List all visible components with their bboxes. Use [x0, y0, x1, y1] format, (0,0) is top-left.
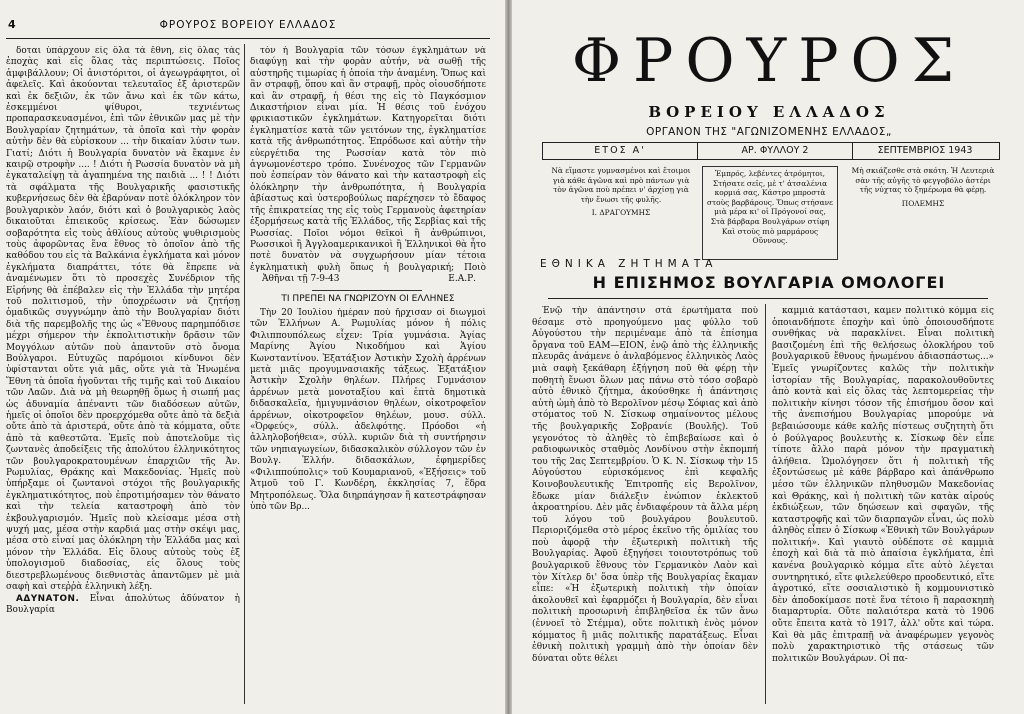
- masthead-title: ΦΡΟΥΡΟΣ: [571, 26, 967, 96]
- page-number: 4: [8, 18, 16, 31]
- running-title: ΦΡΟΥΡΟΣ ΒΟΡΕΙΟΥ ΕΛΛΑΔΟΣ: [159, 19, 337, 31]
- right-page: [512, 0, 1024, 714]
- left-column-1-article: [6, 46, 240, 706]
- column-divider: [244, 44, 245, 704]
- sub-article-title: ΤΙ ΠΡΕΠΕΙ ΝΑ ΓΝΩΡΙΖΟΥΝ ΟΙ ΕΛΛΗΝΕΣ: [281, 294, 455, 304]
- quote-middle-text: Ἐμπρός, λεβέντες ἀτρόμητοι, Στήσατε σεῖς, μὲ τ' ἀτσαλένια κορμιά σας, Κάστρο μπροστὰ στοὺς βαρβάρους. Ὅπως στήσανε μιὰ μέρα κι' οἱ Πρόγονοί σας, Στὰ βάρβαρα Βουλγάρων στίφη Καὶ στοὺς πιὸ μαρμάρους Οὕννους.: [707, 169, 833, 246]
- article-author: Ε.Α.Ρ.: [448, 274, 476, 284]
- left-column-1-text: δοται ὑπάρχουν εἰς ὅλα τὰ ἔθνη, εἰς ὅλας τὰς ἐποχὰς καὶ εἰς ὅλας τὰς περιπτώσεις. Ποῖος ἀμφιβάλλουν; Οἱ ἀνιστόριτοι, οἱ ἀγεωγράφητοι, οἱ ἀφελεῖς. Καὶ ἀκούονται τελευταῖος ἐξ ἀριστερῶν καὶ ἐκ δεξιῶν, ἐκ τῶν ἄνω καὶ ἐκ τῶν κάτω, ἐσκεμμένοι ψίθυροι, τεχνιέντως προπαρασκευασμένοι, ἐπὶ τῶν ἐθνικῶν μας μὲ τὴν Βουλγαρίαν ζητημάτων, τὰ ὁποῖα καὶ τὴν φορὰν αὐτὴν δὲν θὰ εὑρίσκουν ... τὴν δικαίαν λύσιν των. Γιατί; Διότι ἡ Βουλγαρία δυνατὸν νὰ ἔκαμνε ἐν καιρῷ στροφὴν .... ! Διότι ἡ Ρωσσία δυνατὸν νὰ μὴ ἐγκαταλείψῃ τὰ ἀγαπημένα της παιδιὰ ... ! ! Διότι τὰ σφάλματα τῆς Βουλγαρικῆς φασιστικῆς κυβερνήσεως δὲν θὰ ἐβαρύναν ποτὲ ὁλόκληρον τὸν βουλγαρικὸν λαόν, διότι καὶ ὁ βουλγαρικὸς λαὸς δικαιοῦται ἐπιεικοῦς κρίσεως. Ἐὰν δώσωμεν σοβαρότητα εἰς τοὺς ἀθλίους αὐτοὺς ψυθιρισμοὺς τοὺς ἀφορῶντας ἕνα ἔθνος τὸ ὁποῖον ἀπὸ τῆς καθόδου του εἰς τὰ Βαλκάνια ἐγκλήματα καὶ μόνον ἐγκλήματα διαπράττει, τότε θὰ ἔπρεπε νὰ ἀναμένωμεν ὅτι τὸ προσεχὲς Συνέδριον τῆς Εἰρήνης θὰ ἐπέβαλεν εἰς τὴν Ἑλλάδα τὴν μητέρα τοῦ πολιτισμοῦ, τὴν ὑποχρέωσιν νὰ ζητήσῃ ὁμαδικῶς συγγνώμην ἀπὸ τὴν Βουλγαρίαν διότι διὰ τῆς παρεμβολῆς της ὡς «Ἔθνους παρημπόδισε μέχρι σήμερον τὴν ἐκπολιτιστικὴν δρᾶσιν τῶν Μογγόλων αὐτῶν ποὺ ἀπαντοῦν στὸ ὄνομα Βούλγαροι. Εὐτυχῶς παρόμοιοι κίνδυνοι δὲν ὑφίστανται οὔτε γιὰ μᾶς, οὔτε γιὰ τὰ Ἡνωμένα Ἔθνη τὰ ὁποῖα ἠγοῦνται τῆς τιμῆς καὶ τοῦ Δικαίου τῶν Λαῶν. Διὰ νὰ μὴ θεωρηθῇ ὅμως ἡ σιωπή μας ὡς ἀδυναμία ἀπέναντι τῶν διαδόσεων αὐτῶν, ἡμεῖς οἱ ὁποῖοι δὲν προερχόμεθα οὔτε ἀπὸ τὰ δεξιὰ οὔτε ἀπὸ τὰ ἀριστερά, οὔτε ἀπὸ τὰ κόμματα, οὔτε ἀπὸ τὰ καθεστῶτα. Ἐμεῖς ποὺ ἀποτελοῦμε τὶς ζωντανὲς ἀποδείξεις τῆς ἀπολύτου ἐλληνικότητος τῶν βουλγαροκρατουμένων ἐπαρχιῶν τῆς Ἀν. Ρωμυλίας, Θράκης καὶ Μακεδονίας. Ἡμεῖς ποὺ ὑπήρξαμε οἱ ζωντανοὶ στόχοι τῆς βουλγαρικῆς ἐγκληματικότητος, ποὺ ἐπροτιμήσαμεν τὸν θάνατο καὶ τὴν τελεία καταστροφὴ ἀπὸ τὸν ἐκβουλγαρισμόν. Ἡμεῖς ποὺ κλείσαμε μέσα στὴ ψυχή μας, μέσα στὴν καρδιά μας στὴν σκέψι μας, μέσα στὸ εἶναί μας ὁλόκληρη τὴν Ἑλλάδα μας καὶ μόνον τὴν Ἑλλάδα. Εἰς ὅλους αὐτοὺς τοὺς ἐξ ὑπολογισμοῦ διαδοσίας, εἰς ὅλους τοὺς διεστρεβλωμένους διεθνιστὰς ἀπαντῶμεν μὲ μιὰ σαφὴ καὶ στεῤῥὰ ἑλληνικὴ λέξη.: [6, 46, 240, 593]
- left-page: [0, 0, 505, 714]
- quote-right-text: Μὴ σκιάζεσθε στὰ σκότη. Ἡ Λευτεριὰ σὰν τῆς αὐγῆς τὸ φεγγοβόλο ἀστέρι τῆς νύχτας τὸ ξημέρωμα θὰ φέρῃ.: [851, 166, 995, 195]
- organ-line: ΟΡΓΑΝΟΝ ΤΗΣ "ΑΓΩΝΙΖΟΜΕΝΗΣ ΕΛΛΑΔΟΣ„: [646, 126, 892, 138]
- column-divider: [765, 304, 766, 704]
- signature-rule: [312, 290, 422, 291]
- right-column-1-article: [532, 306, 758, 704]
- quote-right-author: ΠΟΛΕΜΗΣ: [901, 198, 945, 208]
- quote-left-text: Νὰ εἴμαστε γυμνασμένοι καὶ ἕτοιμοι γιὰ κάθε ἀγῶνα καὶ πρὸ πάντων γιὰ τὸν ἀγῶνα ποὺ πρέπει ν' ἀρχίσῃ γιὰ τὴν ἕνωσι τῆς φυλῆς.: [551, 166, 691, 204]
- sub-article-text: Τὴν 20 Ἰουλίου ἡμέραν ποὺ ἤρχισαν οἱ διωγμοὶ τῶν Ἑλλήνων Α. Ρωμυλίας μόνον ἡ πόλις Φιλιππουπόλεως εἶχεν: Τρία γυμνάσια. Ἁγίας Μαρίνης Ἁγίου Νικοδήμου καὶ Ἁγίου Κωνσταντίνου. Ἑξατάξιον Ἀστικὴν Σχολὴ ἀρρένων μετὰ μιᾶς προγυμνασιακῆς τάξεως. Ἑξατάξιον Ἀστικὴν Σχολὴν θηλέων. Πλήρες Γυμνάσιον ἀρρένων μετὰ μονοταξίου καὶ ἑπτὰ δημοτικὰ διδασκαλεῖα, ἡμιγυμνάσιον θηλέων, οἰκοτροφεῖον ἀρρένων, οἰκοτροφεῖον θηλέων, μουσ. σύλλ. «Ὀρφεύς», σύλλ. ἀδελφότης. Πρόοδοι «ἡ ἀλληλοβοήθεια», σύλλ. κυριῶν διὰ τὴ συντήρησιν τῶν νηπιαγωγείων, διδασκαλικὸν σύλλογον τῶν ἐν Βουλγ. Ἑλλήν. διδασκάλων, ἐφημερίδες «Φιλιππούπολις» τοῦ Κουμαριανοῦ, «Ἐξήσεις» τοῦ Ἀτμοῦ τοῦ Γ. Κωνδέρη, ἐκκλησίας 7, ἕδρα Μητροπόλεως. Ὅλα διηρπάγησαν ἢ κατεστράφησαν ὑπὸ τῶν Βρ...: [250, 308, 486, 512]
- masthead-subtitle: ΒΟΡΕΙΟΥ ΕΛΛΑΔΟΣ: [648, 103, 890, 121]
- issue-info-bar: [542, 142, 1000, 160]
- quote-right: [850, 166, 996, 260]
- article-signature: [250, 274, 486, 286]
- section-heading: ΕΘΝΙΚΑ ΖΗΤΗΜΑΤΑ: [540, 258, 718, 270]
- sub-article-body: [250, 308, 486, 704]
- emphasis-word: ΑΔΥΝΑΤΟΝ.: [16, 593, 80, 604]
- headline-rule: [548, 298, 988, 299]
- quote-left-author: Ι. ΔΡΑΓΟΥΜΗΣ: [591, 208, 651, 218]
- issue-number: ΑΡ. ΦΥΛΛΟΥ 2: [697, 143, 853, 159]
- page-gutter: [505, 0, 512, 714]
- quote-left: [548, 166, 694, 260]
- left-column-2-text: τὸν ἡ Βουλγαρία τῶν τόσων ἐγκλημάτων νὰ διαφύγῃ καὶ τὴν φορὰν αὐτήν, νὰ σωθῇ τῆς αὐστηρῆς τιμωρίας ἡ ὁποία τὴν ἀναμένη. Ὅπως καὶ ἂν στραφῇ, ὅπου καὶ ἂν στραφῇ, πρὸς οἱουσδήποτε καὶ ἂν στραφῇ, ἡ θέσι της εἰς τὸ Παγκόσμιον Δικαστήριον εἶναι μία. Ἡ θέσις τοῦ ἐνόχου φρικιαστικῶν ἐγκλημάτων. Κατηγορεῖται διότι ἐγκληματίσε κατὰ τῶν γειτόνων της, ἐγκληματίσε κατὰ τῆς ἀνθρωπότητος. Ἐπρόδωσε καὶ αὐτὴν τὴν εὐεργέτιδα της Ρωσσίαν κατὰ τὸν πιὸ ἀγνωμονέστερο τρόπο. Συνένοχος τῶν Γερμανῶν ποὺ ἐσπείραν τὸν θάνατο καὶ τὴν καταστροφὴ εἰς ὁλόκληρην τὴν ἀνθρωπότητα, ἡ Βουλγαρία ἀβίαστως καὶ ὑστεροβούλως παρέχησεν τὸ ἔδαφος τῆς ἐπικρατείας της εἰς τοὺς Γερμανοὺς ἀφετηρίαν ἐξορμήσεως κατὰ τῆς Ἑλλάδος, τῆς Σερβίας καὶ τῆς Ρωσσίας. Ποῖοι νόμοι θεϊκοὶ ἢ ἀνθρώπινοι, Ρωσσικοὶ ἢ Ἀγγλοαμερικανικοὶ ἢ Ἑλληνικοὶ θὰ ἦτο ποτὲ δυνατὸν νὰ συγχωρήσουν μίαν τέτοια ἐγκληματικὴ φυλὴ ὅπως ἡ βουλγαρική; Ποιὸ: [250, 46, 486, 272]
- left-column-1-tail: Εἶναι ἀπολύτως ἀδύνατον ἡ Βουλγαρία: [6, 593, 240, 615]
- quote-middle: [702, 166, 838, 260]
- issue-date: ΣΕΠΤΕΜΒΡΙΟΣ 1943: [877, 145, 973, 156]
- issue-year: ΕΤΟΣ Α': [594, 145, 646, 156]
- article-headline: Η ΕΠΙΣΗΜΟΣ ΒΟΥΛΓΑΡΙΑ ΟΜΟΛΟΓΕΙ: [592, 273, 946, 292]
- right-column-2-article: [772, 306, 994, 704]
- header-rule: [6, 38, 490, 39]
- right-column-2-text: καμμιὰ κατάστασι, καμεν πολιτικὸ κόμμα εἰς ὁποιανδήποτε ἐποχὴν καὶ ὑπὸ ὁποιουσδήποτε συνθήκας νὰ παρακλίνει. Εἶναι πολιτικὴ βασιζομένη ἐπὶ τῆς θελήσεως ὁλοκλήρου τοῦ βουλγαρικοῦ ἔθνους ἡνωμένου ἀδιασπάστως...» Ἐμεῖς γνωρίζοντες καλῶς τὴν πολιτικὴν ἱστορίαν τῆς Βουλγαρίας, παρακολουθοῦντες ἀπὸ κοντὰ καὶ εἰς ὅλας τὰς λεπτομερείας τὴν πολιτικὴν κίνησι τόσον τῆς ἐπισήμου ὅσον καὶ τῆς ἀνεπισήμου Βουλγαρίας μπορούμε νὰ βεβαιώσουμε κάθε καλῆς πίστεως συζητητὴ ὅτι ὁ βούλγαρος βουλευτὴς κ. Σίσκωφ δὲν εἶπε τίποτε ἄλλο παρὰ μόνον τὴν πραγματικὴ ἀλήθεια. Ὡμολόγησεν ὅτι ἡ πολιτικὴ τῆς ἐξοντώσεως μὲ κάθε βάρβαρο καὶ ἀπάνθρωπο μέσο τῶν ἑλληνικῶν πληθυσμῶν Μακεδονίας καὶ Θράκης, καὶ ἡ πολιτικὴ τῶν κατὰκ αἱρούς ἐκδιώξεων, τῶν δηώσεων καὶ σφαγῶν, τῆς καταστροφῆς καὶ τῶν διαρπαγῶν εἶναι, ὡς πολὺ ἀληθὸς εἶπεν ὁ Σίσκωφ «Ἐθνικὴ τῶν Βουλγάρων πολιτική». Καὶ γιαυτὸ οὐδέποτε σὲ καμμιὰ ἐποχὴ καὶ διὰ τὰ πιὸ ἀπαίσια ἐγκλήματα, ἐπὶ κανένα βουλγαρικὸ κόμμα εἴτε αὐτὸ λέγεται συντηρητικό, εἴτε φιλελεύθερο προοδευτικό, εἴτε ἀγροτικό, εἴτε σοσιαλιστικὸ ἢ κομμουνιστικὸ δὲν ἀποδοκίμασε ποτὲ ἕνα τέτοιο ἢ παρασκηπὴ διαμαρτυρία. Οὔτε παλαιότερα κατὰ τὸ 1906 οὔτε ἔπειτα κατὰ τὸ 1917, ἀλλ' οὔτε καὶ τώρα. Καὶ θὰ μᾶς ἐπιτραπῇ νὰ ἀναφέρωμεν γεγονὸς πολὺ χαρακτηριστικὸ τῆς στάσεως τῶν πολιτικῶν Βουλγάρων. Οἱ πα-: [772, 306, 994, 664]
- right-column-1-text: Ἐνῷ τὴν ἀπάντησιν στὰ ἐρωτήματα ποὺ θέσαμε στὸ προηγούμενο μας φύλλο τοῦ Αὐγούστου τὴν περιμέναμε ἀπὸ τὰ ἐπίσημα ὄργανα τοῦ ΕΑΜ—ΕΙΟΝ, ἐνῷ ἀπὸ τὴς ἑλληνικῆς πλευρᾶς ἀνάμενε ὁ ἀνλαβόμενος ἑλληνικὸς Λαὸς μιὰ σαφὴ ξεκάθαρη ἐξήγηση ποῦ θὰ φέρῃ τὴν ποθητὴ ἕνωσι ὅλων μας πάνω στὸ τόσο σοβαρὸ αὐτὸ ἐθνικὸ ζήτημα, ἀκούσθηκε ἡ ἀπάντησις αὐτὴ ὠμὴ ἀπὸ τὸ Βερολῖνον μέσῳ Σόφιας καὶ ἀπὸ στόματος τοῦ Ν. Σίσκωφ σημαίνοντος μέλους τῆς βουλγαρικῆς Σοβρανίε (Βουλῆς). Τοῦ γεγονότος τὸ ἀληθὲς τὸ ἐπιβεβαίωσε καὶ ὁ ραδιοφωνικὸς σταθμὸς Λονδίνου στὴν ἐκπομπή του τῆς 2ας Σεπτεμβρίου. Ὁ Κ. Ν. Σίσκωφ τὴν 15 Αὐγούστου εὑρισκόμενος ἐπὶ κεφαλῆς Κοινοβουλευτικῆς Ἐπιτροπῆς εἰς Βερολῖνον, ἔδωκε μίαν διάλεξιν ἐνώπιον ἐκλεκτοῦ ἀκροατηρίου. Δὲν μᾶς ἐνδιαφέρουν τὰ ἄλλα μέρη τοῦ λόγου τοῦ βουλγάρου βουλευτοῦ. Περιοριζόμεθα στὸ μέρος ἐκεῖνο τῆς ὁμιλίας του ποὺ ἀφορᾷ τὴν ἐξωτερικὴ πολιτικὴ τῆς Βουλγαρίας. Ἀφοῦ ἐξηγήσει τοιουτοτρόπως τοῦ βουλγαρικοῦ ἔθνους τὸν Γερμανικὸν Λαὸν καὶ τὸν Χίτλερ δι' ὅσα ὑπὲρ τῆς Βουλγαρίας ἔκαμαν εἶπε: «Ἡ ἐξωτερικὴ πολιτικὴ τὴν ὁποίαν ἀκολουθεῖ καὶ ἐφαρμόζει ἡ Βουλγαρία, δὲν εἶναι πολιτικὴ προσωρινὴ ἐπιβληθεῖσα ἐκ τῶν ἄνω (ἐννοεῖ τὸ Στέμμα), οὔτε πολιτικὴ ἑνὸς μόνον κόμματος ἢ μιᾶς πολιτικῆς παρατάξεως. Εἶναι ἐθνικὴ πολιτικὴ γραμμὴ ἀπὸ τὴν ὁποίαν δὲν δύναται οὔτε θέλει: [532, 306, 758, 664]
- left-column-2-article: [250, 46, 486, 272]
- page-header: [8, 18, 488, 34]
- article-date: Ἀθῆναι τῇ 7-9-43: [262, 274, 340, 284]
